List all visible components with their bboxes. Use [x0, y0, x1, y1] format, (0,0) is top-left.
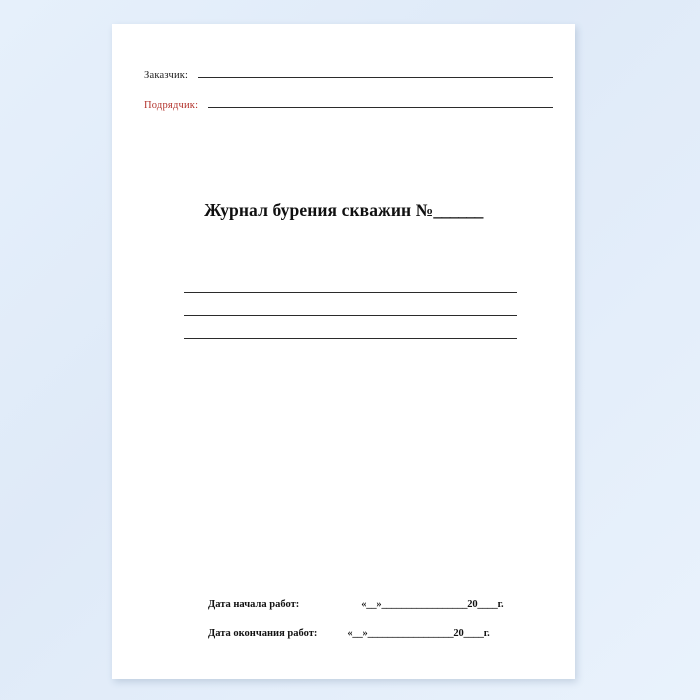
dates-block: [208, 599, 549, 639]
start-date-label: Дата начала работ:: [208, 599, 300, 610]
document-title-blank: ______: [433, 200, 483, 220]
customer-fill-line[interactable]: [198, 68, 553, 78]
contractor-row: [144, 98, 553, 111]
document-title: [112, 200, 575, 221]
end-date-value[interactable]: «__»_________________20____г.: [347, 628, 490, 639]
start-date-value[interactable]: «__»_________________20____г.: [361, 599, 504, 610]
document-title-text: Журнал бурения скважин №: [204, 200, 434, 220]
customer-row: [144, 68, 553, 81]
page-content: [112, 24, 575, 679]
blank-rule-3[interactable]: [184, 316, 517, 339]
blank-rule-2[interactable]: [184, 293, 517, 316]
document-sheet: [112, 24, 575, 679]
customer-label: Заказчик:: [144, 70, 189, 81]
contractor-label: Подрядчик:: [144, 100, 199, 111]
blank-rule-1[interactable]: [184, 270, 517, 293]
end-date-label: Дата окончания работ:: [208, 628, 318, 639]
start-date-row: [208, 599, 549, 610]
contractor-fill-line[interactable]: [208, 98, 553, 108]
blank-rules-block: [184, 270, 517, 339]
end-date-row: [208, 628, 549, 639]
